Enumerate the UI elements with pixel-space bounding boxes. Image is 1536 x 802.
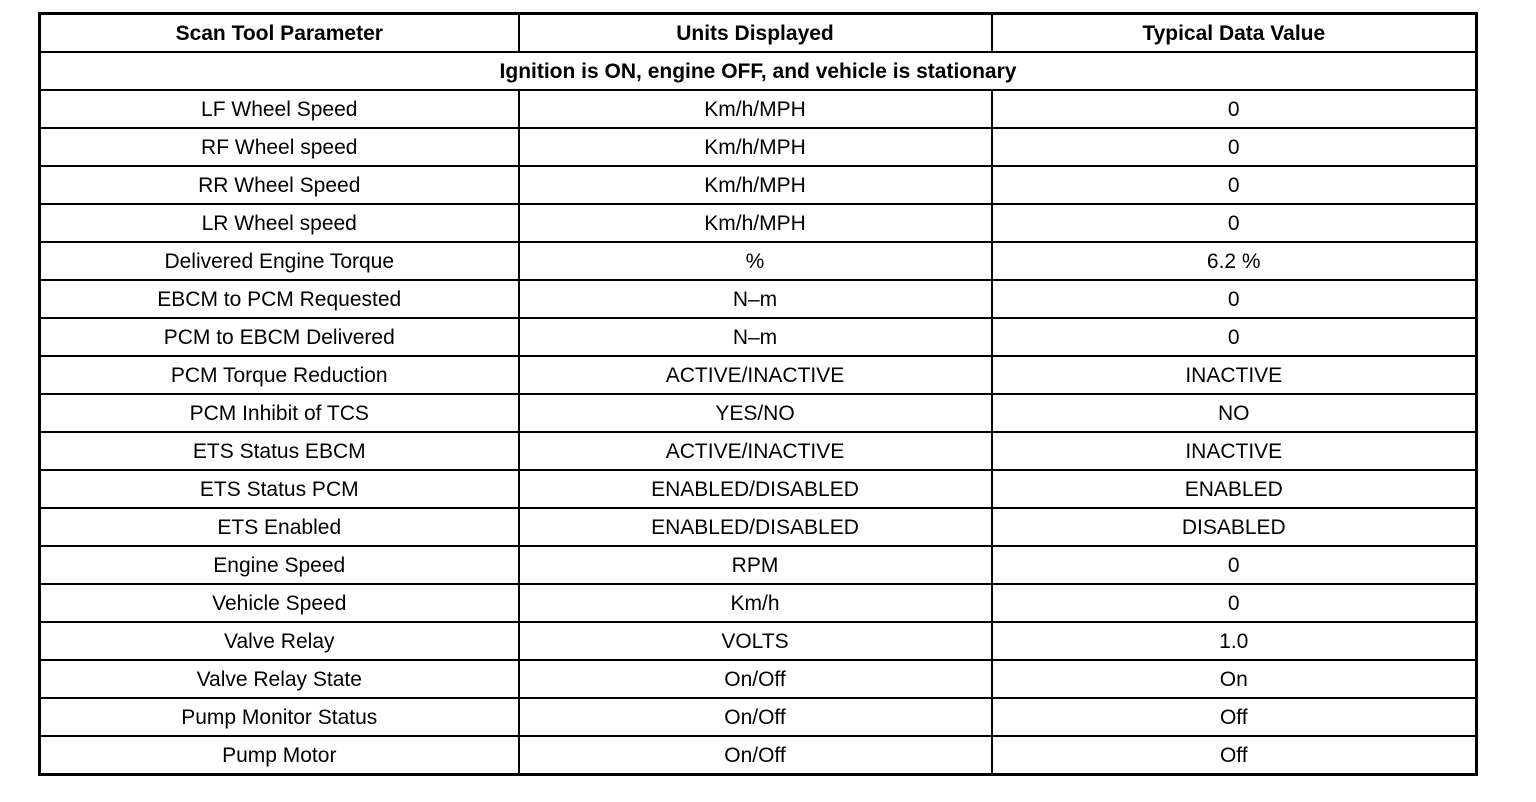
scan-tool-data-sheet bbox=[38, 12, 1475, 776]
parameter-cell: PCM Torque Reduction bbox=[40, 356, 519, 394]
value-cell: DISABLED bbox=[992, 508, 1477, 546]
parameter-cell: RR Wheel Speed bbox=[40, 166, 519, 204]
table-row bbox=[40, 470, 1477, 508]
units-cell: N–m bbox=[519, 318, 992, 356]
value-cell: ENABLED bbox=[992, 470, 1477, 508]
parameter-cell: EBCM to PCM Requested bbox=[40, 280, 519, 318]
units-cell: On/Off bbox=[519, 660, 992, 698]
units-cell: Km/h/MPH bbox=[519, 166, 992, 204]
table-row bbox=[40, 432, 1477, 470]
value-cell: 0 bbox=[992, 546, 1477, 584]
units-cell: YES/NO bbox=[519, 394, 992, 432]
value-cell: INACTIVE bbox=[992, 432, 1477, 470]
scan-tool-data-table bbox=[38, 12, 1478, 776]
units-cell: On/Off bbox=[519, 736, 992, 775]
section-title: Ignition is ON, engine OFF, and vehicle is stationary bbox=[40, 52, 1477, 90]
table-row bbox=[40, 508, 1477, 546]
value-cell: 1.0 bbox=[992, 622, 1477, 660]
parameter-cell: PCM Inhibit of TCS bbox=[40, 394, 519, 432]
value-cell: 0 bbox=[992, 584, 1477, 622]
table-row bbox=[40, 90, 1477, 128]
table-row bbox=[40, 584, 1477, 622]
header-typical-data-value: Typical Data Value bbox=[992, 14, 1477, 53]
value-cell: On bbox=[992, 660, 1477, 698]
units-cell: Km/h/MPH bbox=[519, 90, 992, 128]
parameter-cell: Pump Motor bbox=[40, 736, 519, 775]
parameter-cell: Vehicle Speed bbox=[40, 584, 519, 622]
units-cell: ENABLED/DISABLED bbox=[519, 508, 992, 546]
header-row bbox=[40, 14, 1477, 53]
table-row bbox=[40, 204, 1477, 242]
value-cell: 0 bbox=[992, 318, 1477, 356]
parameter-cell: PCM to EBCM Delivered bbox=[40, 318, 519, 356]
value-cell: 0 bbox=[992, 166, 1477, 204]
value-cell: 0 bbox=[992, 204, 1477, 242]
units-cell: ACTIVE/INACTIVE bbox=[519, 356, 992, 394]
table-row bbox=[40, 318, 1477, 356]
table-row bbox=[40, 166, 1477, 204]
table-body bbox=[40, 52, 1477, 775]
table-row bbox=[40, 356, 1477, 394]
header-scan-tool-parameter: Scan Tool Parameter bbox=[40, 14, 519, 53]
parameter-cell: Pump Monitor Status bbox=[40, 698, 519, 736]
table-row bbox=[40, 128, 1477, 166]
units-cell: ACTIVE/INACTIVE bbox=[519, 432, 992, 470]
units-cell: N–m bbox=[519, 280, 992, 318]
value-cell: 0 bbox=[992, 128, 1477, 166]
parameter-cell: Valve Relay bbox=[40, 622, 519, 660]
table-row bbox=[40, 280, 1477, 318]
units-cell: VOLTS bbox=[519, 622, 992, 660]
value-cell: 6.2 % bbox=[992, 242, 1477, 280]
table-row bbox=[40, 242, 1477, 280]
value-cell: 0 bbox=[992, 280, 1477, 318]
parameter-cell: ETS Status EBCM bbox=[40, 432, 519, 470]
parameter-cell: LF Wheel Speed bbox=[40, 90, 519, 128]
parameter-cell: ETS Status PCM bbox=[40, 470, 519, 508]
table-row bbox=[40, 698, 1477, 736]
table-row bbox=[40, 622, 1477, 660]
units-cell: ENABLED/DISABLED bbox=[519, 470, 992, 508]
table-row bbox=[40, 660, 1477, 698]
units-cell: On/Off bbox=[519, 698, 992, 736]
parameter-cell: LR Wheel speed bbox=[40, 204, 519, 242]
parameter-cell: Engine Speed bbox=[40, 546, 519, 584]
header-units-displayed: Units Displayed bbox=[519, 14, 992, 53]
units-cell: Km/h bbox=[519, 584, 992, 622]
table-header bbox=[40, 14, 1477, 53]
units-cell: Km/h/MPH bbox=[519, 128, 992, 166]
parameter-cell: Delivered Engine Torque bbox=[40, 242, 519, 280]
value-cell: INACTIVE bbox=[992, 356, 1477, 394]
units-cell: % bbox=[519, 242, 992, 280]
value-cell: NO bbox=[992, 394, 1477, 432]
table-row bbox=[40, 736, 1477, 775]
section-row bbox=[40, 52, 1477, 90]
parameter-cell: RF Wheel speed bbox=[40, 128, 519, 166]
units-cell: Km/h/MPH bbox=[519, 204, 992, 242]
units-cell: RPM bbox=[519, 546, 992, 584]
table-row bbox=[40, 394, 1477, 432]
parameter-cell: ETS Enabled bbox=[40, 508, 519, 546]
parameter-cell: Valve Relay State bbox=[40, 660, 519, 698]
value-cell: 0 bbox=[992, 90, 1477, 128]
value-cell: Off bbox=[992, 698, 1477, 736]
value-cell: Off bbox=[992, 736, 1477, 775]
table-row bbox=[40, 546, 1477, 584]
